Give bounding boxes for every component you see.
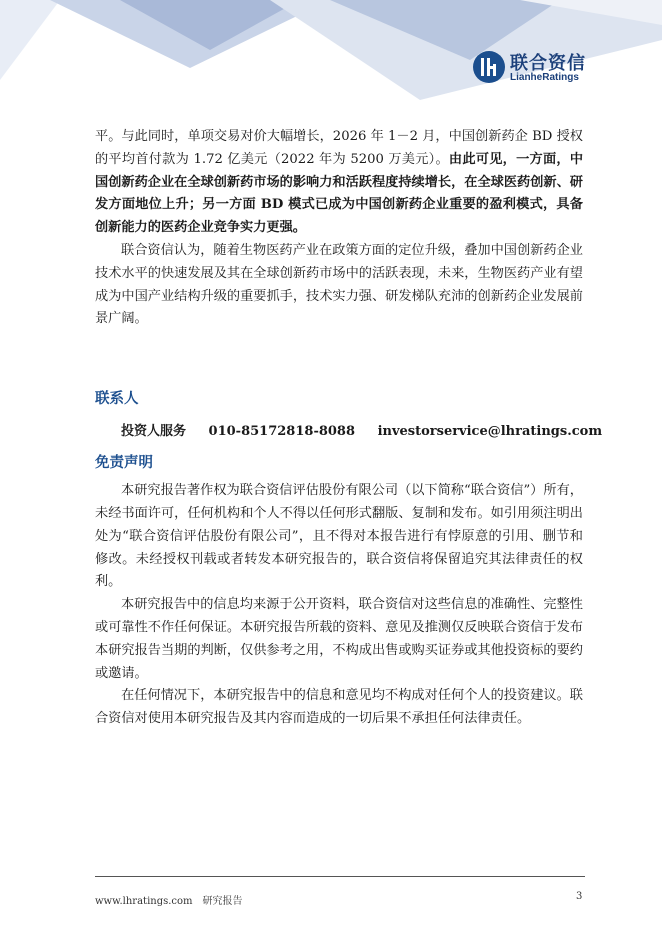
footer-website[interactable]: www.lhratings.com <box>95 896 193 907</box>
disclaimer-paragraph-liability: 在任何情况下，本研究报告中的信息和意见均不构成对任何个人的投资建议。联合资信对使用本研究报告及其内容而造成的一切后果不承担任何法律责任。 <box>95 688 583 727</box>
disclaimer-paragraph-sources: 本研究报告中的信息均来源于公开资料，联合资信对这些信息的准确性、完整性或可靠性不作任何保证。本研究报告所载的资料、意见及推测仅反映联合资信于发布本研究报告当期的判断，仅供参考之用，不构成出售或购买证券或其他投资标的要约或邀请。 <box>95 597 583 681</box>
paragraph-bd-conclusion <box>95 126 583 240</box>
paragraph-bold-text: 由此可见，一方面，中国创新药企业在全球创新药市场的影响力和活跃程度持续增长，在全球医药创新、研发方面地位上升；另一方面 BD 模式已成为中国创新药企业重要的盈利模式，具备创新能力的医药企业竞争实力更强。 <box>95 151 584 236</box>
paragraph-text: 平。与此同时，单项交易对价大幅增长，2026 年 1－2 月，中国创新药企 BD 授权的平均首付款为 1.72 亿美元（2022 年为 5200 万美元）。 <box>95 129 583 167</box>
lianhe-logo-icon <box>472 50 506 84</box>
logo-name-en: LianheRatings <box>510 72 579 83</box>
company-logo <box>472 48 592 88</box>
disclaimer-heading: 免责声明 <box>95 455 153 472</box>
footer-doc-type: 研究报告 <box>202 896 243 907</box>
contact-info <box>95 420 603 440</box>
contact-heading: 联系人 <box>95 391 139 408</box>
contact-phone: 010-85172818-8088 <box>208 424 356 440</box>
page-number: 3 <box>576 891 583 902</box>
disclaimer-paragraph-copyright: 本研究报告著作权为联合资信评估股份有限公司（以下简称“联合资信”）所有，未经书面许可，任何机构和个人不得以任何形式翻版、复制和发布。如引用须注明出处为“联合资信评估股份有限公司”，且不得对本报告进行有悖原意的引用、删节和修改。未经授权刊载或者转发本研究报告的，联合资信将保留追究其法律责任的权利。 <box>95 483 583 590</box>
footer-info <box>95 892 243 907</box>
contact-label: 投资人服务 <box>121 424 187 440</box>
main-content <box>95 126 603 731</box>
paragraph-outlook: 联合资信认为，随着生物医药产业在政策方面的定位升级，叠加中国创新药企业技术水平的快速发展及其在全球创新药市场中的活跃表现，未来，生物医药产业有望成为中国产业结构升级的重要抓手，技术实力强、研发梯队充沛的创新药企业发展前景广阔。 <box>95 242 583 327</box>
footer-divider <box>95 876 585 877</box>
contact-email[interactable]: investorservice@lhratings.com <box>377 424 603 440</box>
logo-name-cn: 联合资信 <box>510 53 586 74</box>
